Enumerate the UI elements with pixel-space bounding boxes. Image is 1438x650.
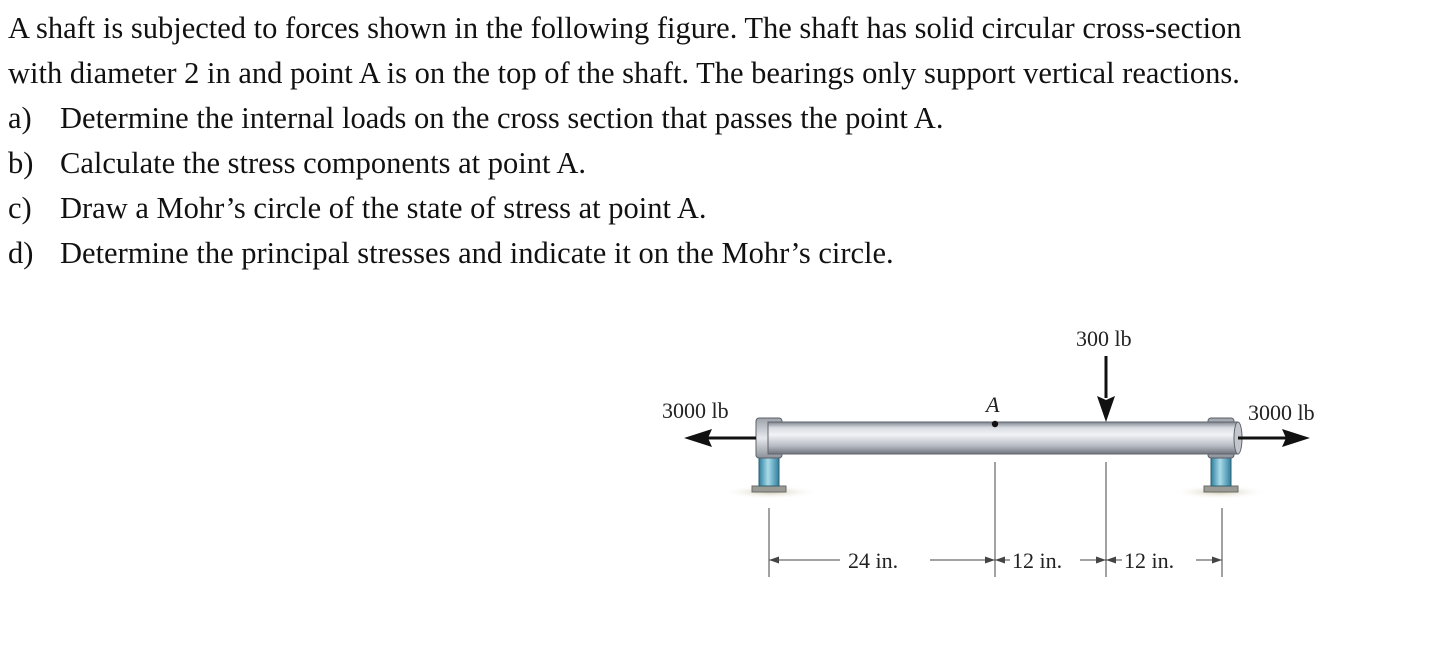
dim-mid-label: 12 in. <box>1012 548 1063 573</box>
part-d-text: Determine the principal stresses and indicate it on the Mohr’s circle. <box>60 236 894 270</box>
right-force-label: 3000 lb <box>1248 400 1315 425</box>
intro-line-2: with diameter 2 in and point A is on the top of the shaft. The bearings only support vertical reactions. <box>8 56 1240 90</box>
left-force-label: 3000 lb <box>662 398 729 423</box>
part-a-text: Determine the internal loads on the cross section that passes the point A. <box>60 101 944 135</box>
part-b-letter: b) <box>8 146 34 180</box>
part-d-letter: d) <box>8 236 34 270</box>
left-force-arrow <box>684 429 756 447</box>
part-c-text: Draw a Mohr’s circle of the state of stress at point A. <box>60 191 707 225</box>
right-force-arrow <box>1238 429 1310 447</box>
point-a-label: A <box>986 392 1000 417</box>
intro-line-1: A shaft is subjected to forces shown in the following figure. The shaft has solid circular cross-section <box>8 11 1242 45</box>
part-c-letter: c) <box>8 191 32 225</box>
dim-left-label: 24 in. <box>848 548 899 573</box>
part-a-letter: a) <box>8 101 32 135</box>
top-force-arrow <box>1097 356 1115 422</box>
top-force-label: 300 lb <box>1076 326 1132 351</box>
dim-right-label: 12 in. <box>1124 548 1175 573</box>
shaft <box>768 422 1242 454</box>
part-b-text: Calculate the stress components at point A. <box>60 146 587 180</box>
point-a-dot <box>992 421 998 427</box>
